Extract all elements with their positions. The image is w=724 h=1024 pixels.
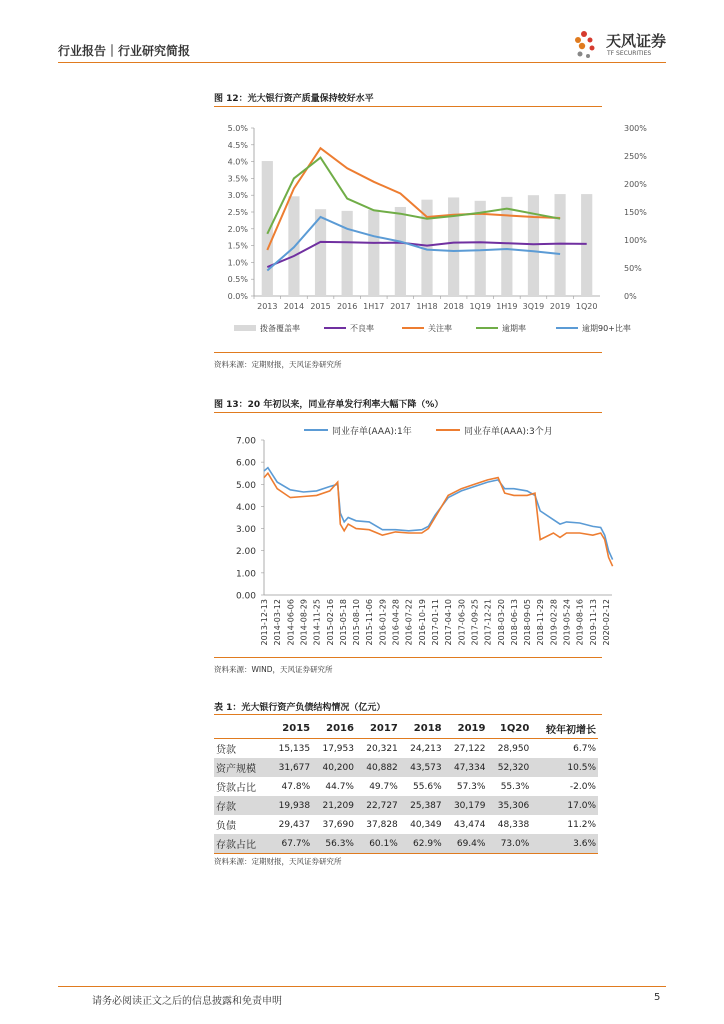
table-cell: 资产规模 <box>214 758 268 777</box>
x-tick-label: 2018-03-20 <box>496 599 506 646</box>
figure13-title: 图 13：20 年初以来，同业存单发行利率大幅下降（%） <box>214 400 444 410</box>
table-cell: 6.7% <box>573 743 596 754</box>
table-row <box>214 796 598 815</box>
table-cell: 27,122 <box>453 743 486 754</box>
x-tick-label: 2017-01-11 <box>431 599 440 646</box>
coverage-bar <box>368 210 379 296</box>
table-cell: 47.8% <box>281 781 311 792</box>
table-cell: 37,828 <box>366 819 398 830</box>
figure12-title: 图 12：光大银行资产质量保持较好水平 <box>214 94 374 104</box>
right-tick-label: 100% <box>624 236 647 245</box>
left-tick-label: 1.5% <box>227 241 248 251</box>
table-cell: 67.7% <box>268 834 312 854</box>
table-cell: 19,938 <box>268 796 312 815</box>
x-tick-label: 2016-04-28 <box>391 599 401 646</box>
x-tick-label: 1Q20 <box>575 302 598 311</box>
coverage-bar <box>581 194 592 296</box>
table-cell: 55.6% <box>413 781 442 792</box>
y-tick-label: 2.00 <box>235 547 256 558</box>
x-tick-label: 2019-05-24 <box>562 599 572 646</box>
coverage-bar <box>342 211 353 296</box>
table-header-cell: 2016 <box>312 718 356 739</box>
table-cell: 31,677 <box>268 758 312 777</box>
table1-source: 资料来源：定期财报，天风证券研究所 <box>214 857 342 866</box>
table-cell: 60.1% <box>356 834 400 854</box>
x-tick-label: 2016-01-29 <box>378 599 388 646</box>
y-tick-label: 4.00 <box>235 502 256 513</box>
table-cell: 15,135 <box>278 743 311 754</box>
x-tick-label: 2017-06-30 <box>457 599 467 646</box>
figure13-rule <box>214 412 602 413</box>
table-cell: 40,349 <box>410 819 442 830</box>
legend-swatch <box>234 325 256 331</box>
x-tick-label: 2017-09-25 <box>470 599 480 646</box>
x-tick-label: 2014 <box>283 302 305 311</box>
x-tick-label: 1H18 <box>416 302 438 311</box>
table1-rule <box>214 714 602 715</box>
table-cell: 35,306 <box>487 796 531 815</box>
table-cell: 29,437 <box>278 819 311 830</box>
x-tick-label: 2016-10-19 <box>417 599 427 646</box>
logo-subtitle: TF SECURITIES <box>607 50 652 57</box>
table1-title: 表 1：光大银行资产负债结构情况（亿元） <box>214 703 386 713</box>
series-line <box>267 148 560 250</box>
table-cell: 47,334 <box>444 758 488 777</box>
left-tick-label: 4.5% <box>227 140 248 150</box>
coverage-bar <box>554 194 565 296</box>
x-tick-label: 2015-02-16 <box>325 599 335 646</box>
legend-label: 逾期90+比率 <box>582 324 631 333</box>
legend-label: 逾期率 <box>502 324 526 333</box>
y-tick-label: 7.00 <box>235 436 256 447</box>
x-tick-label: 1Q19 <box>469 302 492 311</box>
figure13-chart <box>214 418 614 658</box>
coverage-bar <box>528 195 539 296</box>
legend-label: 同业存单(AAA):1年 <box>332 427 412 437</box>
y-tick-label: 6.00 <box>235 458 256 469</box>
table-cell: 57.3% <box>456 781 486 792</box>
x-tick-label: 1H19 <box>496 302 518 311</box>
table-cell: 贷款 <box>216 745 236 756</box>
table-cell: 43,474 <box>453 819 486 830</box>
x-tick-label: 2014-11-25 <box>312 599 322 646</box>
right-tick-label: 150% <box>624 208 647 217</box>
right-tick-label: 300% <box>624 124 647 133</box>
coverage-bar <box>395 207 406 296</box>
table-header-cell: 2018 <box>400 718 444 739</box>
x-tick-label: 2018 <box>443 302 464 311</box>
x-tick-label: 2014-06-06 <box>286 599 296 646</box>
table-cell: 11.2% <box>567 819 596 830</box>
left-tick-label: 3.5% <box>227 174 248 184</box>
left-tick-label: 1.0% <box>227 258 248 268</box>
left-tick-label: 0.0% <box>227 292 248 301</box>
table-cell: 40,200 <box>312 758 356 777</box>
table-cell: -2.0% <box>569 781 596 792</box>
x-tick-label: 2014-08-29 <box>299 599 309 646</box>
footer-divider <box>58 986 666 987</box>
x-tick-label: 2019-02-28 <box>549 599 559 646</box>
table-cell: 3.6% <box>531 834 598 854</box>
left-tick-label: 4.0% <box>227 157 248 167</box>
x-tick-label: 2018-09-05 <box>523 599 533 646</box>
right-tick-label: 0% <box>624 292 637 301</box>
left-tick-label: 3.0% <box>227 191 248 201</box>
x-tick-label: 2018-06-13 <box>509 599 519 646</box>
table-cell: 49.7% <box>369 781 398 792</box>
figure12-chart <box>214 112 647 340</box>
x-tick-label: 2019 <box>549 302 571 311</box>
table-cell: 48,338 <box>497 819 530 830</box>
table-cell: 25,387 <box>400 796 444 815</box>
x-tick-label: 2015-05-18 <box>338 599 348 646</box>
header-divider <box>58 62 666 63</box>
x-tick-label: 2015-08-10 <box>352 599 362 646</box>
x-tick-label: 1H17 <box>363 302 385 311</box>
table-row <box>214 777 598 796</box>
legend-label: 拨备覆盖率 <box>260 324 300 333</box>
table-cell: 30,179 <box>444 796 488 815</box>
table-cell: 56.3% <box>312 834 356 854</box>
y-tick-label: 0.00 <box>235 591 256 602</box>
y-tick-label: 5.00 <box>235 480 256 491</box>
table-cell: 20,321 <box>366 743 398 754</box>
x-tick-label: 2019-08-16 <box>575 599 585 646</box>
table-cell: 40,882 <box>356 758 400 777</box>
table-cell: 21,209 <box>312 796 356 815</box>
table-cell: 存款 <box>214 796 268 815</box>
figure12-rule <box>214 106 602 107</box>
coverage-bar <box>262 161 273 296</box>
table-cell: 28,950 <box>497 743 530 754</box>
series-line <box>264 468 613 560</box>
report-header: 行业报告｜行业研究简报 <box>58 44 191 58</box>
table-cell: 存款占比 <box>214 834 268 854</box>
legend-label: 同业存单(AAA):3个月 <box>464 427 553 437</box>
table-cell: 10.5% <box>531 758 598 777</box>
table-cell: 17,953 <box>322 743 354 754</box>
x-tick-label: 2017 <box>390 302 411 311</box>
balance-sheet-table <box>214 718 598 854</box>
figure13-source: 资料来源：WIND，天风证券研究所 <box>214 665 333 674</box>
table-cell: 52,320 <box>487 758 531 777</box>
x-tick-label: 2016 <box>336 302 358 311</box>
table-header-cell: 2019 <box>444 718 488 739</box>
table-header-cell: 2015 <box>268 718 312 739</box>
left-tick-label: 2.5% <box>227 208 248 217</box>
table-cell: 55.3% <box>500 781 530 792</box>
x-tick-label: 2019-11-13 <box>588 599 598 646</box>
x-tick-label: 2020-02-12 <box>602 599 611 646</box>
table-cell: 17.0% <box>531 796 598 815</box>
table-cell: 24,213 <box>410 743 442 754</box>
footer-disclaimer: 请务必阅读正文之后的信息披露和免责申明 <box>92 996 282 1007</box>
table-cell: 22,727 <box>356 796 400 815</box>
right-tick-label: 200% <box>624 180 647 189</box>
x-tick-label: 2013-12-13 <box>260 599 269 646</box>
x-tick-label: 2015 <box>310 302 331 311</box>
coverage-bar <box>448 197 459 296</box>
logo-name: 天风证券 <box>606 32 667 50</box>
table-row <box>214 739 598 759</box>
table-row <box>214 815 598 834</box>
table-cell: 69.4% <box>444 834 488 854</box>
series-line <box>264 473 613 566</box>
x-tick-label: 2018-11-29 <box>536 599 546 646</box>
coverage-bar <box>501 197 512 296</box>
left-tick-label: 2.0% <box>227 224 248 234</box>
coverage-bar <box>475 201 486 296</box>
x-tick-label: 2017-12-21 <box>483 599 493 646</box>
table-cell: 62.9% <box>400 834 444 854</box>
y-tick-label: 3.00 <box>235 525 256 536</box>
left-tick-label: 5.0% <box>227 124 248 133</box>
table-cell: 贷款占比 <box>216 783 256 794</box>
table-cell: 负债 <box>216 821 236 832</box>
x-tick-label: 2014-03-12 <box>273 599 283 646</box>
table-header-cell: 较年初增长 <box>531 718 598 739</box>
legend-label: 不良率 <box>350 324 374 333</box>
x-tick-label: 2013 <box>257 302 278 311</box>
table-cell: 37,690 <box>322 819 354 830</box>
right-tick-label: 250% <box>624 152 647 161</box>
table-cell: 44.7% <box>325 781 354 792</box>
x-tick-label: 2017-04-10 <box>444 599 454 646</box>
series-line <box>267 158 560 234</box>
table-header-row <box>214 718 598 739</box>
x-tick-label: 3Q19 <box>522 302 545 311</box>
y-tick-label: 1.00 <box>235 569 256 580</box>
figure13-bottom-rule <box>214 657 602 658</box>
right-tick-label: 50% <box>624 264 642 273</box>
page-number: 5 <box>654 992 661 1003</box>
left-tick-label: 0.5% <box>227 275 248 285</box>
table-header-cell: 1Q20 <box>487 718 531 739</box>
x-tick-label: 2016-07-22 <box>404 599 414 646</box>
table-cell: 73.0% <box>487 834 531 854</box>
table-cell: 43,573 <box>400 758 444 777</box>
figure12-source: 资料来源：定期财报，天风证券研究所 <box>214 360 342 369</box>
table-row <box>214 834 598 854</box>
table-header-cell: 2017 <box>356 718 400 739</box>
figure12-bottom-rule <box>214 352 602 353</box>
x-tick-label: 2015-11-06 <box>365 599 375 646</box>
table-header-cell <box>214 718 268 739</box>
table-row <box>214 758 598 777</box>
legend-label: 关注率 <box>428 324 452 333</box>
